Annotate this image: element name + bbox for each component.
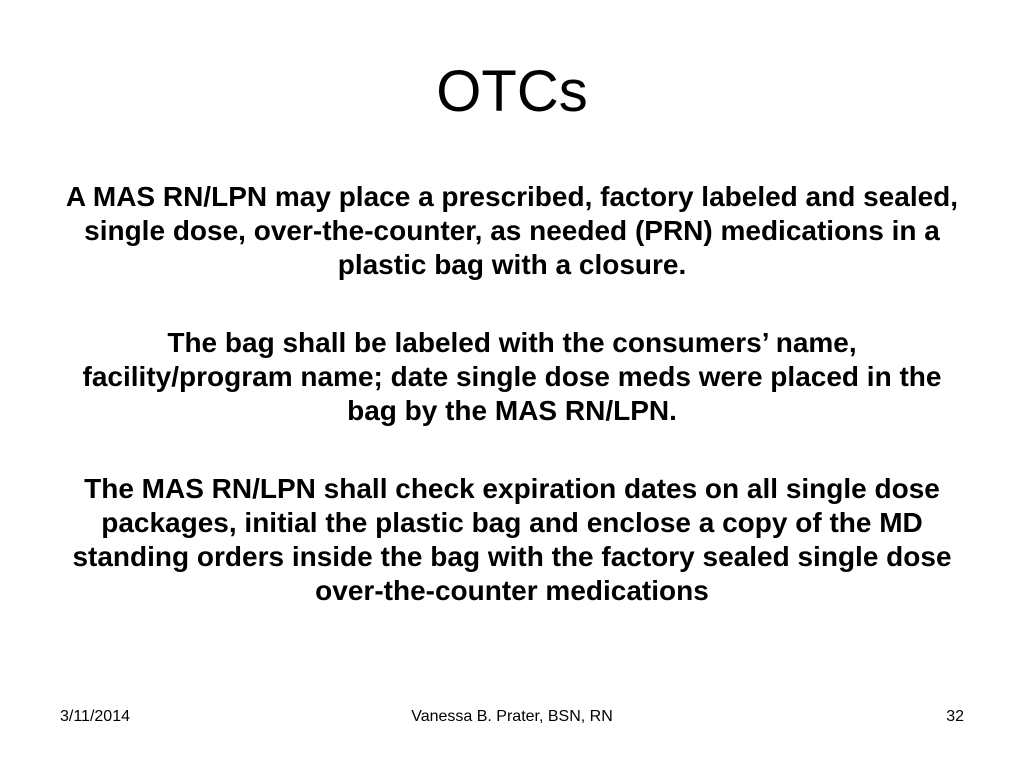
footer-author: Vanessa B. Prater, BSN, RN bbox=[411, 708, 613, 725]
slide-title: OTCs bbox=[436, 59, 588, 124]
body-paragraph: The MAS RN/LPN shall check expiration dates on all single dose packages, initial the plastic bag and enclose a copy of the MD standing orders inside the bag with the factory sealed single dose over-the-counter medications bbox=[72, 473, 952, 606]
footer-date: 3/11/2014 bbox=[60, 708, 130, 725]
footer-page-number: 32 bbox=[946, 708, 964, 725]
slide-body bbox=[64, 180, 960, 652]
body-paragraph: A MAS RN/LPN may place a prescribed, factory labeled and sealed, single dose, over-the-counter, as needed (PRN) medications in a plastic bag with a closure. bbox=[65, 181, 959, 280]
body-paragraph: The bag shall be labeled with the consumers’ name, facility/program name; date single dose meds were placed in the bag by the MAS RN/LPN. bbox=[82, 327, 942, 426]
